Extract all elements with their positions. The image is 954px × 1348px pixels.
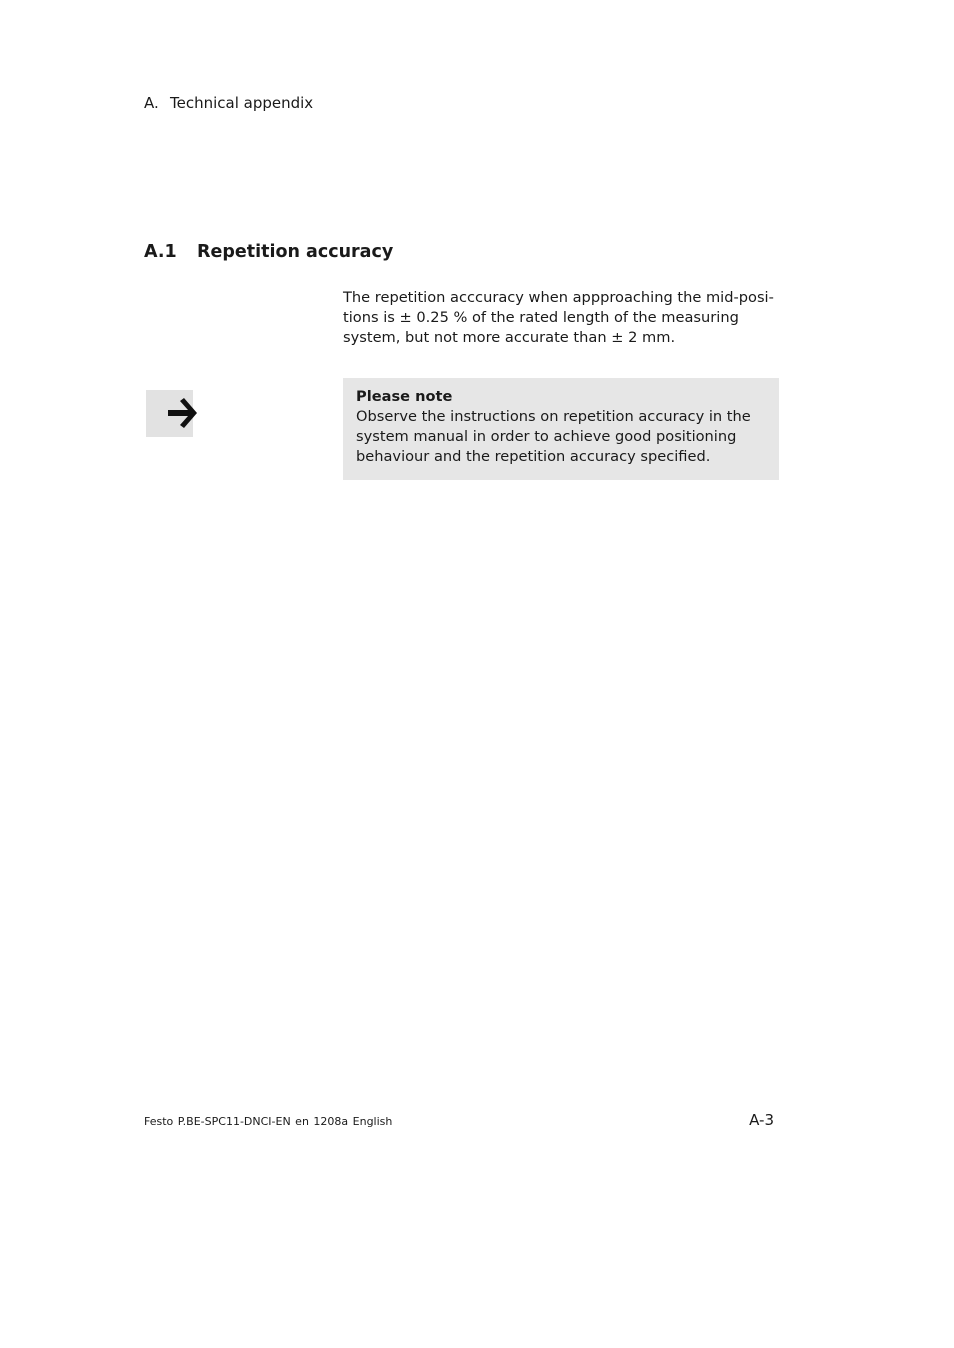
- footer-page-number: A-3: [749, 1111, 774, 1129]
- arrow-right-icon: [166, 395, 202, 431]
- note-box: [343, 378, 779, 480]
- note-text: Observe the instructions on repetition accuracy in the system manual in order to achieve good positioning behaviour and the repetition accuracy specified.: [356, 408, 751, 465]
- running-header: [144, 94, 313, 112]
- body-paragraph: The repetition acccuracy when appproaching the mid-posi-tions is ± 0.25 % of the rated length of the measuring system, but not more accurate than ± 2 mm.: [343, 289, 774, 346]
- section-heading: [144, 242, 393, 262]
- note-icon-box: [146, 390, 193, 437]
- chapter-number: A.: [144, 94, 159, 112]
- section-title: Repetition accuracy: [197, 242, 394, 262]
- section-number: A.1: [144, 242, 177, 262]
- chapter-title: Technical appendix: [170, 94, 314, 112]
- footer-document-id: Festo P.BE-SPC11-DNCI-EN en 1208a English: [144, 1115, 393, 1128]
- note-title: Please note: [356, 388, 453, 405]
